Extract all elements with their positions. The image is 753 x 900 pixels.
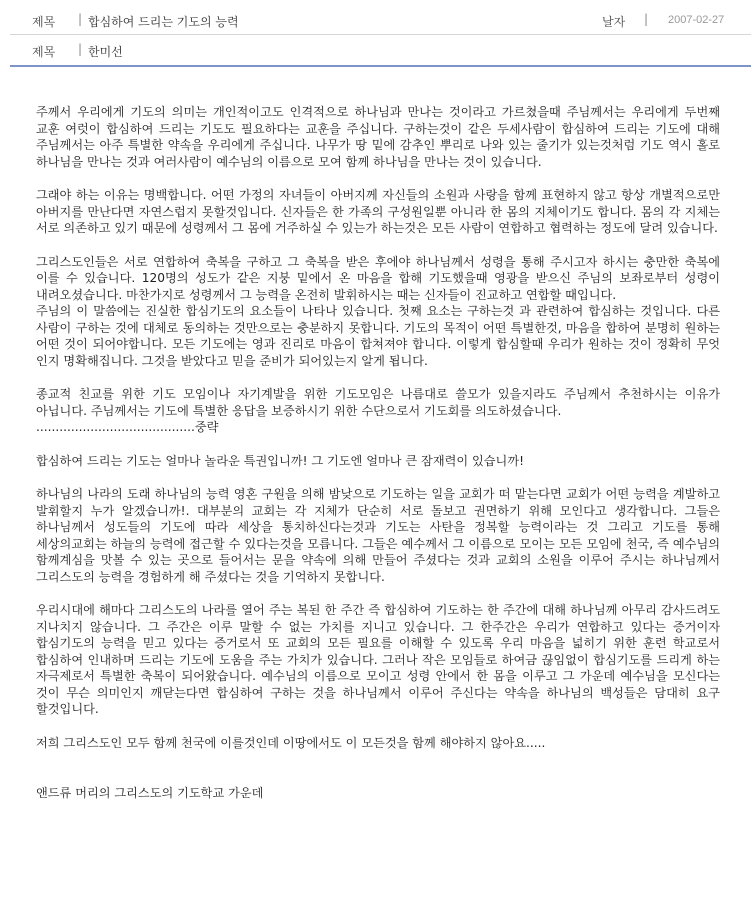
- date-label: 날자: [602, 15, 626, 29]
- paragraph-1: 주께서 우리에게 기도의 의미는 개인적이고도 인격적으로 하나님과 만나는 것이라고 가르쳤을때 주님께서는 우리에게 두번째 교훈 여럿이 합심하여 드리는 기도도 필요하다는 교훈을 주십니다. 구하는것이 같은 두세사람이 합심하여 드리는 기도에 대해 주님께서는 아주 특별한 약속을 우리에게 주십니다. 나무가 땅 밑에 감추인 뿌리로 나와 있는 줄기가 있는것처럼 기도 역시 홀로 하나님을 만나는 것과 여러사람이 예수님의 이름으로 모여 함께 하나님을 만나는 것이 있습니다.: [36, 105, 720, 169]
- paragraph-7: 하나님의 나라의 도래 하나님의 능력 영혼 구원을 의해 밤낮으로 기도하는 일을 교회가 떠 맡는다면 교회가 어떤 능력을 계발하고 발휘할지 누가 알겠습니까!. 대부분의 교회는 각 지체가 단순히 서로 돌보고 권면하기 위해 모인다고 생각합니다. 그들은 하나님께서 성도들의 기도에 따라 세상을 통치하신다는것과 기도는 사탄을 정복할 능력이라는 것 그리고 기도를 통해 세상의교회는 하늘의 능력에 접근할 수 있다는것을 모릅니다. 그들은 예수께서 그 이름으로 모이는 모든 모임에 천국, 즉 예수님의 함께계심을 맛볼 수 있는 곳으로 들어서는 문을 약속에 의해 만들어 주셨다는 것과 교회의 소원을 이루어 주시는 하나님께서 그리스도의 능력을 경험하게 해 주셨다는 것을 기억하지 못합니다.: [36, 487, 720, 584]
- post-date: 2007-02-27: [668, 14, 725, 26]
- post-body: [36, 104, 720, 802]
- author-label: 제목: [32, 45, 56, 59]
- author-row: [10, 35, 751, 67]
- separator: |: [78, 42, 83, 56]
- paragraph-2: 그래야 하는 이유는 명백합니다. 어떤 가정의 자녀들이 아버지께 자신들의 소원과 사랑을 함께 표현하지 않고 항상 개별적으로만 아버지를 만난다면 자연스럽지 못할것입니다. 신자들은 한 가족의 구성원일뿐 아니라 한 몸의 지체이기도 합니다. 몸의 각 지체는 서로 의존하고 있기 때문에 성령께서 그 몸에 거주하실 수 있는가 하는것은 모든 사람이 연합하고 협력하는 정도에 달려 있습니다.: [36, 188, 720, 235]
- title-label: 제목: [32, 15, 56, 29]
- paragraph-9: 저희 그리스도인 모두 함께 천국에 이를것인데 이땅에서도 이 모든것을 함께 해야하지 않아요.....: [36, 735, 546, 750]
- separator: |: [644, 12, 649, 26]
- post-meta-table: [10, 5, 751, 67]
- paragraph-3: 그리스도인들은 서로 연합하여 축복을 구하고 그 축복을 받은 후에야 하나님께서 성령을 통해 주시고자 하시는 충만한 축복에 이를 수 있습니다. 120명의 성도가 같은 지붕 밑에서 온 마음을 합해 기도했을때 영광을 받으신 주님의 보좌로부터 성령이 내려오셨습니다. 마찬가지로 성령께서 그 능력을 온전히 발휘하시는 때는 신자들이 진교하고 연합할 때입니다.: [36, 254, 720, 302]
- paragraph-6: 합심하여 드리는 기도는 얼마나 놀라운 특권입니까! 그 기도엔 얼마나 큰 잠재력이 있습니까!: [36, 453, 524, 468]
- omission-marker: .........................................중략: [36, 420, 219, 434]
- title-row: [10, 5, 751, 35]
- post-author: 한미선: [88, 45, 123, 59]
- source-attribution: 앤드류 머리의 그리스도의 기도학교 가운데: [36, 786, 264, 800]
- separator: |: [78, 12, 83, 26]
- paragraph-5: 종교적 친교를 위한 기도 모임이나 자기계발을 위한 기도모임은 나름대로 쓸모가 있을지라도 주님께서 추천하시는 이유가 아닙니다. 주님께서는 기도에 특별한 응답을 보증하시기 위한 수단으로서 기도회를 의도하셨습니다.: [36, 387, 720, 418]
- paragraph-8: 우리시대에 해마다 그리스도의 나라를 열어 주는 복된 한 주간 즉 합심하여 기도하는 한 주간에 대해 하나님께 아무리 감사드려도 지나치지 않습니다. 그 주간은 이루 말할 수 없는 가치를 지니고 있습니다. 그 한주간은 우리가 연합하고 있다는 증거이자 합심기도의 능력을 믿고 있다는 증거로서 또 교회의 모든 필요를 이해할 수 있도록 우리 마음을 넓히기 위한 훈련 학교로서 합심하여 인내하며 드리는 기도에 도움을 주는 가치가 있습니다. 그러나 작은 모임들로 하여금 끊임없이 합심기도를 드리게 하는 자극제로서 특별한 축복이 되어왔습니다. 예수님의 이름으로 모이고 성령 안에서 한 몸을 이루고 그 가운데 예수님을 모신다는 것이 무슨 의미인지 깨닫는다면 합심하여 구하는 것을 하나님께서 이루어 주신다는 약속을 하나님의 백성들은 담대히 요구 할것입니다.: [36, 603, 720, 716]
- post-title: 합심하여 드리는 기도의 능력: [88, 15, 239, 29]
- paragraph-4: 주님의 이 말씀에는 진실한 합심기도의 요소들이 나타나 있습니다. 첫째 요소는 구하는것 과 관련하여 합심하는 것입니다. 다른 사람이 구하는 것에 대체로 동의하는 것만으로는 충분하지 못합니다. 기도의 목적이 어떤 특별한것, 마음을 합하여 분명히 원하는 어떤 것이 되어야합니다. 모든 기도에는 영과 진리로 마음이 합쳐져야 합니다. 이렇게 합심할때 우리가 원하는 것이 정확히 무엇 인지 명확해집니다. 그것을 받았다고 믿을 준비가 되어있는지 알게 됩니다.: [36, 304, 720, 368]
